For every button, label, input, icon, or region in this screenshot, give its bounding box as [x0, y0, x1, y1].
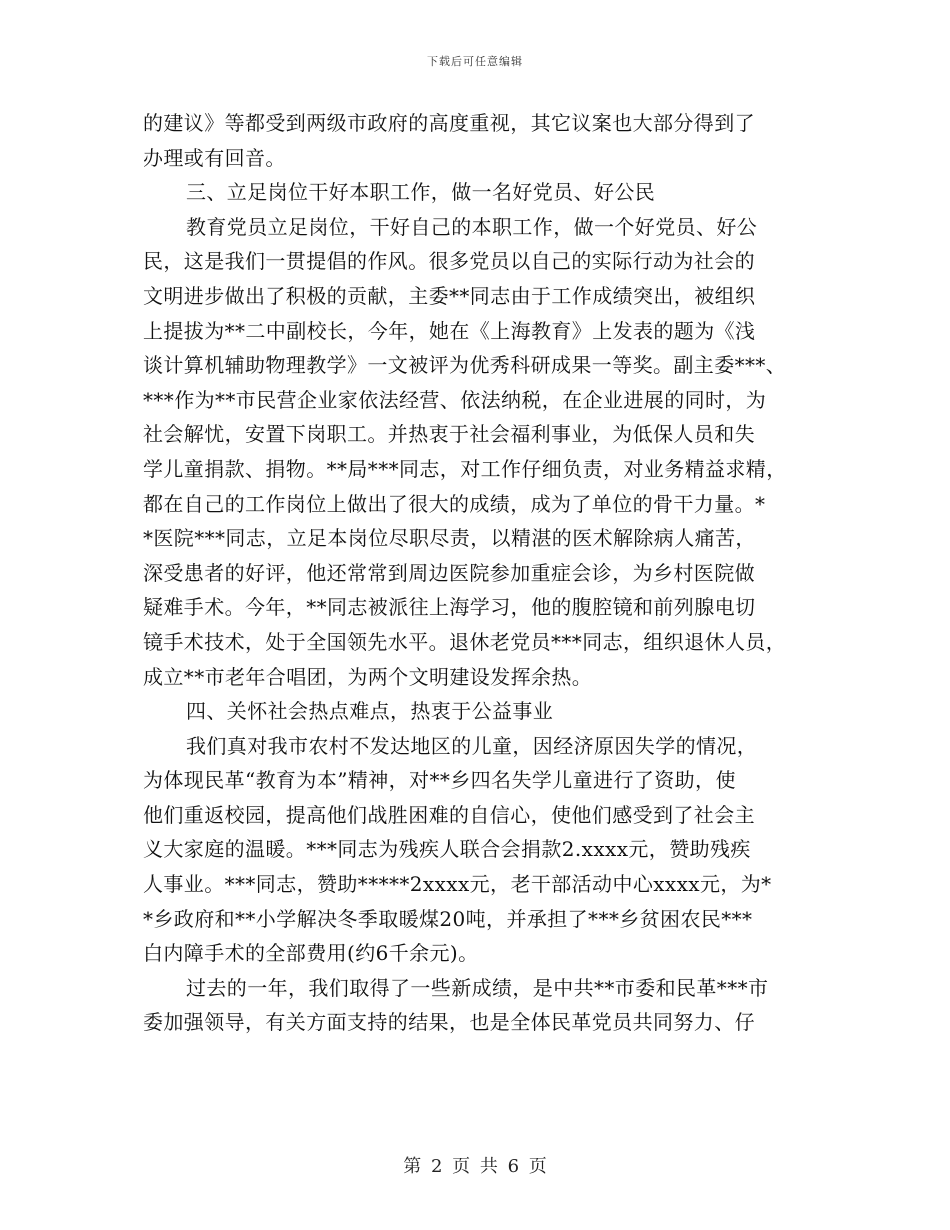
text-line: 谈计算机辅助物理教学》一文被评为优秀科研成果一等奖。副主委***、 — [143, 353, 787, 378]
text-line: 学儿童捐款、捐物。**局***同志，对工作仔细负责，对业务精益求精， — [143, 456, 787, 481]
text-line: 义大家庭的温暖。***同志为残疾人联合会捐款2.xxxx元，赞助残疾 — [143, 837, 751, 862]
text-line: 文明进步做出了积极的贡献，主委**同志由于工作成绩突出，被组织 — [143, 283, 756, 308]
text-line: 镜手术技术，处于全国领先水平。退休老党员***同志，组织退休人员， — [143, 629, 787, 654]
text-line: 上提拔为**二中副校长，今年，她在《上海教育》上发表的题为《浅 — [143, 318, 756, 343]
text-line: *乡政府和**小学解决冬季取暖煤20吨，并承担了***乡贫困农民*** — [143, 906, 753, 931]
text-line: 深受患者的好评，他还常常到周边医院参加重症会诊，为乡村医院做 — [143, 560, 755, 585]
text-line: 成立**市老年合唱团，为两个文明建设发挥余热。 — [143, 664, 593, 689]
text-line: 白内障手术的全部费用(约6千余元)。 — [143, 941, 479, 966]
text-line: 他们重返校园，提高他们战胜困难的自信心，使他们感受到了社会主 — [143, 802, 755, 827]
document-body — [143, 106, 819, 1040]
text-line: 人事业。***同志，赞助*****2xxxx元，老干部活动中心xxxx元，为* — [143, 872, 772, 897]
text-line: 社会解忧，安置下岗职工。并热衷于社会福利事业，为低保人员和失 — [143, 422, 755, 447]
text-line: 四、关怀社会热点难点，热衷于公益事业 — [186, 699, 554, 724]
text-line: 办理或有回音。 — [143, 145, 286, 170]
text-line: 疑难手术。今年，**同志被派往上海学习，他的腹腔镜和前列腺电切 — [143, 595, 756, 620]
page-header: 下载后可任意编辑 — [427, 55, 523, 68]
page-footer: 第 2 页 共 6 页 — [403, 1156, 547, 1177]
text-line: 都在自己的工作岗位上做出了很大的成绩，成为了单位的骨干力量。* — [143, 491, 766, 516]
text-line: 我们真对我市农村不发达地区的儿童，因经济原因失学的情况， — [186, 733, 758, 758]
text-line: *医院***同志，立足本岗位尽职尽责，以精湛的医术解除病人痛苦， — [143, 526, 756, 551]
text-line: 委加强领导，有关方面支持的结果，也是全体民革党员共同努力、仔 — [143, 1010, 755, 1035]
text-line: 为体现民革“教育为本”精神，对**乡四名失学儿童进行了资助，使 — [143, 768, 736, 793]
text-line: ***作为**市民营企业家依法经营、依法纳税，在企业进展的同时，为 — [143, 387, 767, 412]
text-line: 民，这是我们一贯提倡的作风。很多党员以自己的实际行动为社会的 — [143, 249, 755, 274]
text-line: 的建议》等都受到两级市政府的高度重视，其它议案也大部分得到了 — [143, 111, 755, 135]
text-line: 教育党员立足岗位，干好自己的本职工作，做一个好党员、好公 — [186, 214, 758, 239]
text-line: 三、立足岗位干好本职工作，做一名好党员、好公民 — [186, 180, 656, 205]
text-line: 过去的一年，我们取得了一些新成绩，是中共**市委和民革***市 — [186, 975, 769, 1000]
